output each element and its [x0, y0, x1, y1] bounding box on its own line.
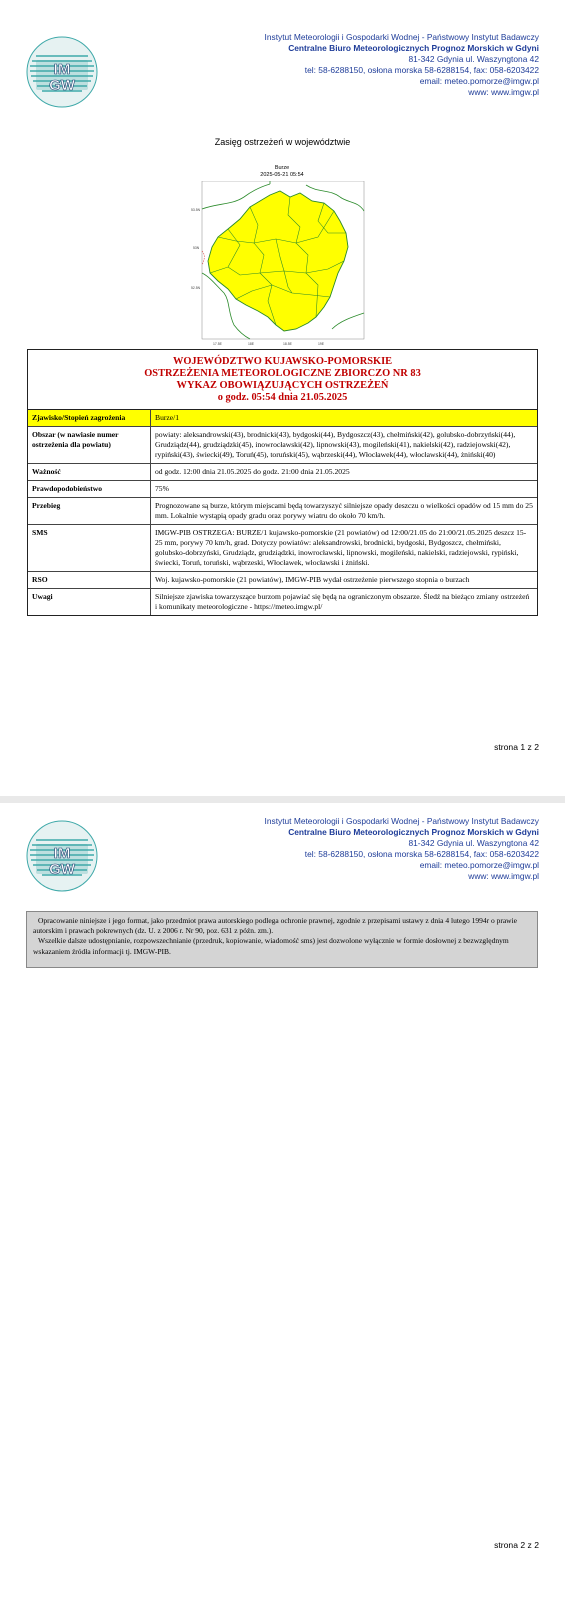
lon-label-1: 17.5E: [213, 342, 222, 346]
region-map-svg: [188, 181, 376, 349]
lon-label-4: 19E: [318, 342, 325, 346]
svg-text:IM: IM: [53, 61, 71, 78]
institute-header: [265, 32, 539, 98]
lat-label-1: 53.5N: [191, 208, 201, 212]
row-value: powiaty: aleksandrowski(43), brodnicki(43), bydgoski(44), Bydgoszcz(43), chełmiński(42), golubsko-dobrzyński(44), Grudziądz(44), grudziądzki(45), inowrocławski(42), lipnowski(43), mogileński(41), nakielski(42), radziejowski(42), rypiński(43), świecki(49), Toruń(45), toruński(45), wąbrzeski(44), Włocławek(44), włocławski(44), żniński(40): [155, 430, 516, 459]
lon-label-2: 18E: [248, 342, 255, 346]
row-value: od godz. 12:00 dnia 21.05.2025 do godz. 21:00 dnia 21.05.2025: [155, 467, 350, 476]
email: email: meteo.pomorze@imgw.pl: [419, 860, 539, 870]
website: www: www.imgw.pl: [468, 87, 539, 97]
warning-table: [27, 349, 538, 616]
page-number: strona 1 z 2: [494, 742, 539, 752]
row-key: Obszar (w nawiasie numer ostrzeżenia dla powiatu): [28, 427, 151, 463]
heading-line-2: OSTRZEŻENIA METEOROLOGICZNE ZBIORCZO NR 83: [144, 368, 421, 379]
institute-name: Instytut Meteorologii i Gospodarki Wodnej - Państwowy Instytut Badawczy: [264, 32, 539, 42]
svg-text:GW: GW: [49, 861, 75, 878]
map-phenomenon: Burze: [274, 165, 290, 171]
copyright-paragraph-1: Opracowanie niniejsze i jego format, jako przedmiot prawa autorskiego podlega ochronie prawnej, zgodnie z przepisami ustawy z dnia 4 lutego 1994r o prawie autorskim i prawach pokrewnych (dz. U. z 2006 r. Nr 90, poz. 631 z późn. zm.).: [33, 916, 518, 936]
table-row-course: [28, 498, 537, 525]
heading-line-4: o godz. 05:54 dnia 21.05.2025: [217, 392, 348, 403]
table-row-area: [28, 427, 537, 464]
lon-label-3: 18.5E: [283, 342, 292, 346]
row-key: Ważność: [28, 464, 151, 480]
row-key: Prawdopodobieństwo: [28, 481, 151, 497]
row-key: Zjawisko/Stopień zagrożenia: [28, 410, 151, 426]
row-key: Przebieg: [28, 498, 151, 524]
table-row-sms: [28, 525, 537, 572]
row-value: Woj. kujawsko-pomorskie (21 powiatów), IMGW-PIB wydał ostrzeżenie pierwszego stopnia o burzach: [155, 575, 470, 584]
warning-map: [188, 163, 376, 349]
table-row-validity: [28, 464, 537, 481]
row-key: RSO: [28, 572, 151, 588]
imgw-logo: [26, 36, 98, 108]
address: 81-342 Gdynia ul. Waszyngtona 42: [408, 838, 539, 848]
office-name: Centralne Biuro Meteorologicznych Prognoz Morskich w Gdyni: [288, 43, 539, 53]
svg-text:GW: GW: [49, 77, 75, 94]
table-row-phenomenon: [28, 410, 537, 427]
imgw-logo: [26, 820, 98, 892]
copyright-notice: [26, 911, 538, 968]
table-row-probability: [28, 481, 537, 498]
map-timestamp: 2025-05-21 05:54: [260, 172, 304, 178]
institute-header: [265, 816, 539, 882]
copyright-paragraph-2: Wszelkie dalsze udostępnianie, rozpowszechnianie (przedruk, kopiowanie, wiadomość sms) jest dozwolone wyłącznie w formie dosłownej z bezwzględnym wskazaniem źródła informacji tj. IMGW-PIB.: [33, 936, 509, 956]
table-row-remarks: [28, 589, 537, 615]
office-name: Centralne Biuro Meteorologicznych Prognoz Morskich w Gdyni: [288, 827, 539, 837]
row-value: Silniejsze zjawiska towarzyszące burzom pojawiać się będą na ograniczonym obszarze. Śledź na bieżąco zmiany ostrzeżeń i komunikaty meteorologiczne - https://meteo.imgw.pl/: [155, 592, 530, 611]
row-value: 75%: [155, 484, 169, 493]
svg-text:IM: IM: [53, 845, 71, 862]
lat-label-3: 52.5N: [191, 286, 201, 290]
phone-fax: tel: 58-6288150, osłona morska 58-6288154, fax: 058-6203422: [304, 849, 539, 859]
website: www: www.imgw.pl: [468, 871, 539, 881]
warning-heading: [28, 350, 537, 410]
document-page-2: [0, 803, 565, 1600]
map-title: Zasięg ostrzeżeń w województwie: [214, 137, 351, 147]
row-key: Uwagi: [28, 589, 151, 615]
table-row-rso: [28, 572, 537, 589]
heading-line-1: WOJEWÓDZTWO KUJAWSKO-POMORSKIE: [172, 356, 393, 367]
institute-name: Instytut Meteorologii i Gospodarki Wodnej - Państwowy Instytut Badawczy: [264, 816, 539, 826]
row-key: SMS: [28, 525, 151, 571]
email: email: meteo.pomorze@imgw.pl: [419, 76, 539, 86]
row-value: Prognozowane są burze, którym miejscami będą towarzyszyć silniejsze opady deszczu o wielkości opadów od 15 mm do 25 mm. Lokalnie wystąpią opady gradu oraz porywy wiatru do około 70 km/h.: [155, 501, 533, 520]
phone-fax: tel: 58-6288150, osłona morska 58-6288154, fax: 058-6203422: [304, 65, 539, 75]
address: 81-342 Gdynia ul. Waszyngtona 42: [408, 54, 539, 64]
map-caption: [188, 165, 376, 179]
lat-label-2: 53N: [193, 246, 200, 250]
heading-line-3: WYKAZ OBOWIĄZUJĄCYCH OSTRZEŻEŃ: [176, 380, 389, 391]
row-value: IMGW-PIB OSTRZEGA: BURZE/1 kujawsko-pomorskie (21 powiatów) od 12:00/21.05 do 21:00/21.05.2025 deszcz 15-25 mm, porywy 70 km/h, grad. Dotyczy powiatów: aleksandrowski, brodnicki, bydgoski, Bydgoszcz, chełmiński, golubsko-dobrzyński, Grudziądz, grudziądzki, inowrocławski, lipnowski, mogileński, nakielski, radziejowski, rypiński, świecki, Toruń, toruński, wąbrzeski, Włocławek, włocławski i żniński.: [155, 528, 527, 567]
row-value: Burze/1: [155, 413, 180, 422]
page-number: strona 2 z 2: [494, 1540, 539, 1550]
document-page-1: [0, 0, 565, 796]
